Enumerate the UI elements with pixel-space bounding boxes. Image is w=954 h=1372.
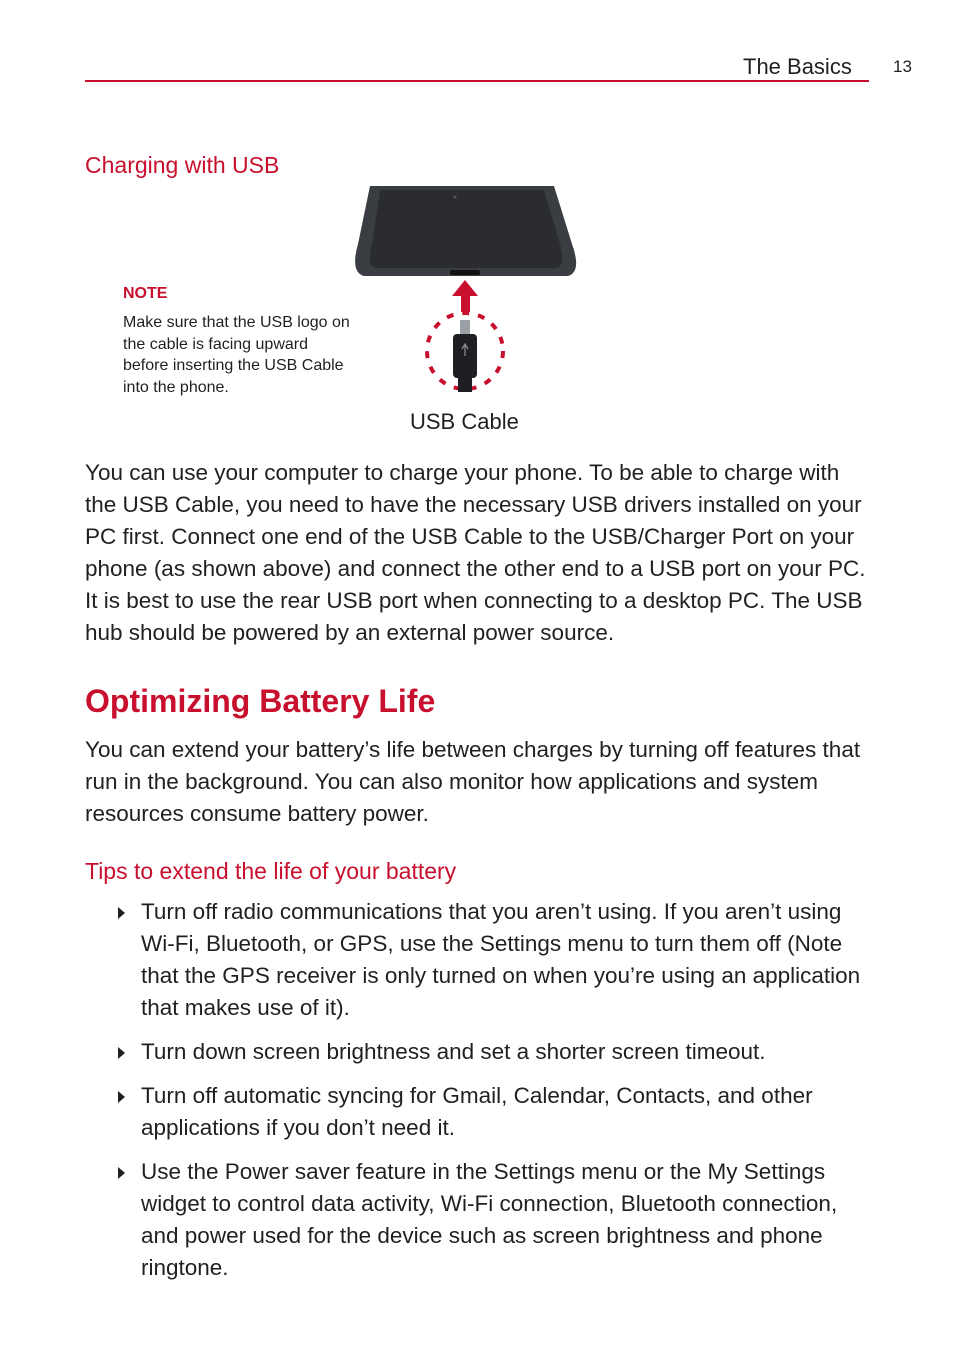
list-item bbox=[118, 1080, 878, 1144]
section-title: The Basics bbox=[743, 54, 852, 79]
bullet-icon bbox=[118, 907, 125, 919]
tip-text: Use the Power saver feature in the Settings menu or the My Settings widget to control data activity, Wi-Fi connection, Bluetooth connection, and power used for the device such as screen brightness and phone ringtone. bbox=[141, 1159, 838, 1280]
usb-plug-tip bbox=[460, 320, 470, 334]
usb-port bbox=[450, 270, 480, 275]
tips-heading: Tips to extend the life of your battery bbox=[85, 858, 457, 884]
charging-paragraph: You can use your computer to charge your phone. To be able to charge with the USB Cable, you need to have the necessary USB drivers installed on your PC first. Connect one end of the USB Cable to the USB/Charger Port on your phone (as shown above) and connect the other end to a USB port on your PC. It is best to use the rear USB port when connecting to a desktop PC. The USB hub should be powered by an external power source. bbox=[85, 460, 866, 645]
note-label: NOTE bbox=[123, 285, 168, 302]
usb-charging-illustration bbox=[340, 184, 600, 419]
section-title-battery: Optimizing Battery Life bbox=[85, 683, 436, 719]
bullet-icon bbox=[118, 1167, 125, 1179]
list-item bbox=[118, 1156, 878, 1284]
tip-text: Turn off radio communications that you aren’t using. If you aren’t using Wi-Fi, Bluetooth, or GPS, use the Settings menu to turn them off (Note that the GPS receiver is only turned on when you’re using an application that makes use of it). bbox=[141, 899, 861, 1020]
page-number: 13 bbox=[893, 57, 912, 76]
battery-intro: You can extend your battery’s life between charges by turning off features that run in the background. You can also monitor how applications and system resources consume battery power. bbox=[85, 737, 861, 826]
note-text: Make sure that the USB logo on the cable is facing upward before inserting the USB Cable into the phone. bbox=[123, 314, 350, 396]
bullet-icon bbox=[118, 1091, 125, 1103]
tip-text: Turn down screen brightness and set a shorter screen timeout. bbox=[141, 1039, 766, 1064]
header-divider bbox=[85, 80, 869, 82]
list-item bbox=[118, 1036, 878, 1068]
insert-arrow-shaft bbox=[461, 294, 470, 312]
bullet-icon bbox=[118, 1047, 125, 1059]
charging-heading: Charging with USB bbox=[85, 152, 280, 178]
insert-arrow-head bbox=[452, 280, 478, 296]
list-item bbox=[118, 896, 878, 1024]
tip-text: Turn off automatic syncing for Gmail, Calendar, Contacts, and other applications if you don’t need it. bbox=[141, 1083, 813, 1140]
tips-list bbox=[118, 896, 878, 1296]
figure-caption: USB Cable bbox=[410, 409, 519, 434]
phone-usb-icon bbox=[340, 184, 600, 414]
